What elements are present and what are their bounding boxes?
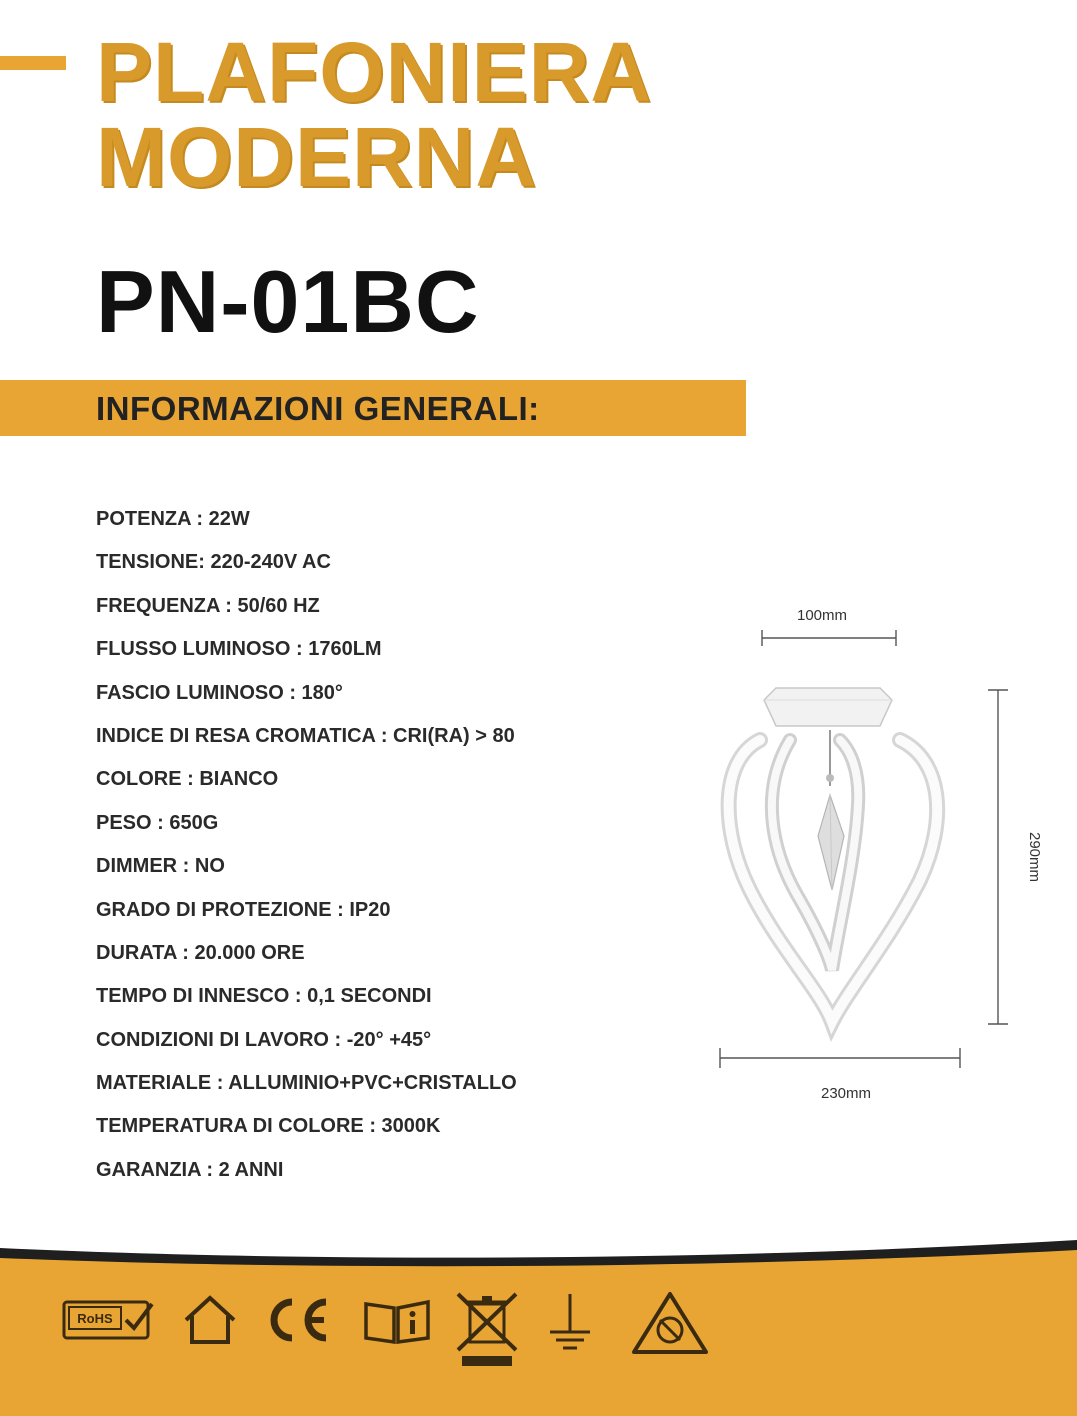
model-code: PN-01BC [96, 252, 480, 351]
spec-item: TENSIONE: 220-240V AC [96, 551, 331, 574]
spec-item: DURATA : 20.000 ORE [96, 941, 305, 964]
ce-mark-icon [260, 1290, 336, 1350]
indoor-home-icon [178, 1290, 242, 1350]
rohs-icon [60, 1290, 160, 1350]
read-manual-icon [360, 1290, 436, 1350]
spec-item: TEMPO DI INNESCO : 0,1 SECONDI [96, 985, 432, 1008]
spec-item: DIMMER : NO [96, 855, 225, 878]
spec-item: CONDIZIONI DI LAVORO : -20° +45° [96, 1028, 432, 1051]
bottom-width-label: 230mm [820, 1085, 872, 1102]
spec-item: GRADO DI PROTEZIONE : IP20 [96, 898, 391, 921]
section-title: INFORMAZIONI GENERALI: [96, 390, 540, 427]
lamp-dimension-drawing [680, 590, 1060, 1110]
certification-icons [60, 1290, 720, 1370]
spec-item: PESO : 650G [96, 811, 219, 834]
spec-item: POTENZA : 22W [96, 508, 250, 530]
spec-list [96, 498, 517, 1192]
height-label: 290mm [1026, 831, 1043, 883]
accent-dash [0, 56, 66, 70]
spec-item: INDICE DI RESA CROMATICA : CRI(RA) > 80 [96, 724, 515, 747]
spec-item: TEMPERATURA DI COLORE : 3000K [96, 1115, 441, 1138]
product-diagram [680, 590, 1060, 1115]
rohs-label: RoHS [77, 1311, 113, 1326]
spec-item: FASCIO LUMINOSO : 180° [96, 681, 343, 704]
no-recycle-warning-icon [630, 1290, 710, 1356]
spec-item: FREQUENZA : 50/60 HZ [96, 594, 320, 617]
spec-item: FLUSSO LUMINOSO : 1760LM [96, 638, 382, 661]
spec-item: COLORE : BIANCO [96, 768, 279, 791]
spec-item: MATERIALE : ALLUMINIO+PVC+CRISTALLO [96, 1072, 517, 1095]
top-width-label: 100mm [796, 607, 848, 624]
spec-item: GARANZIA : 2 ANNI [96, 1158, 284, 1181]
weee-crossed-bin-icon [452, 1290, 522, 1370]
title-line-2: MODERNA [96, 110, 537, 204]
ground-symbol-icon [542, 1290, 598, 1360]
title-line-1: PLAFONIERA [96, 25, 652, 119]
